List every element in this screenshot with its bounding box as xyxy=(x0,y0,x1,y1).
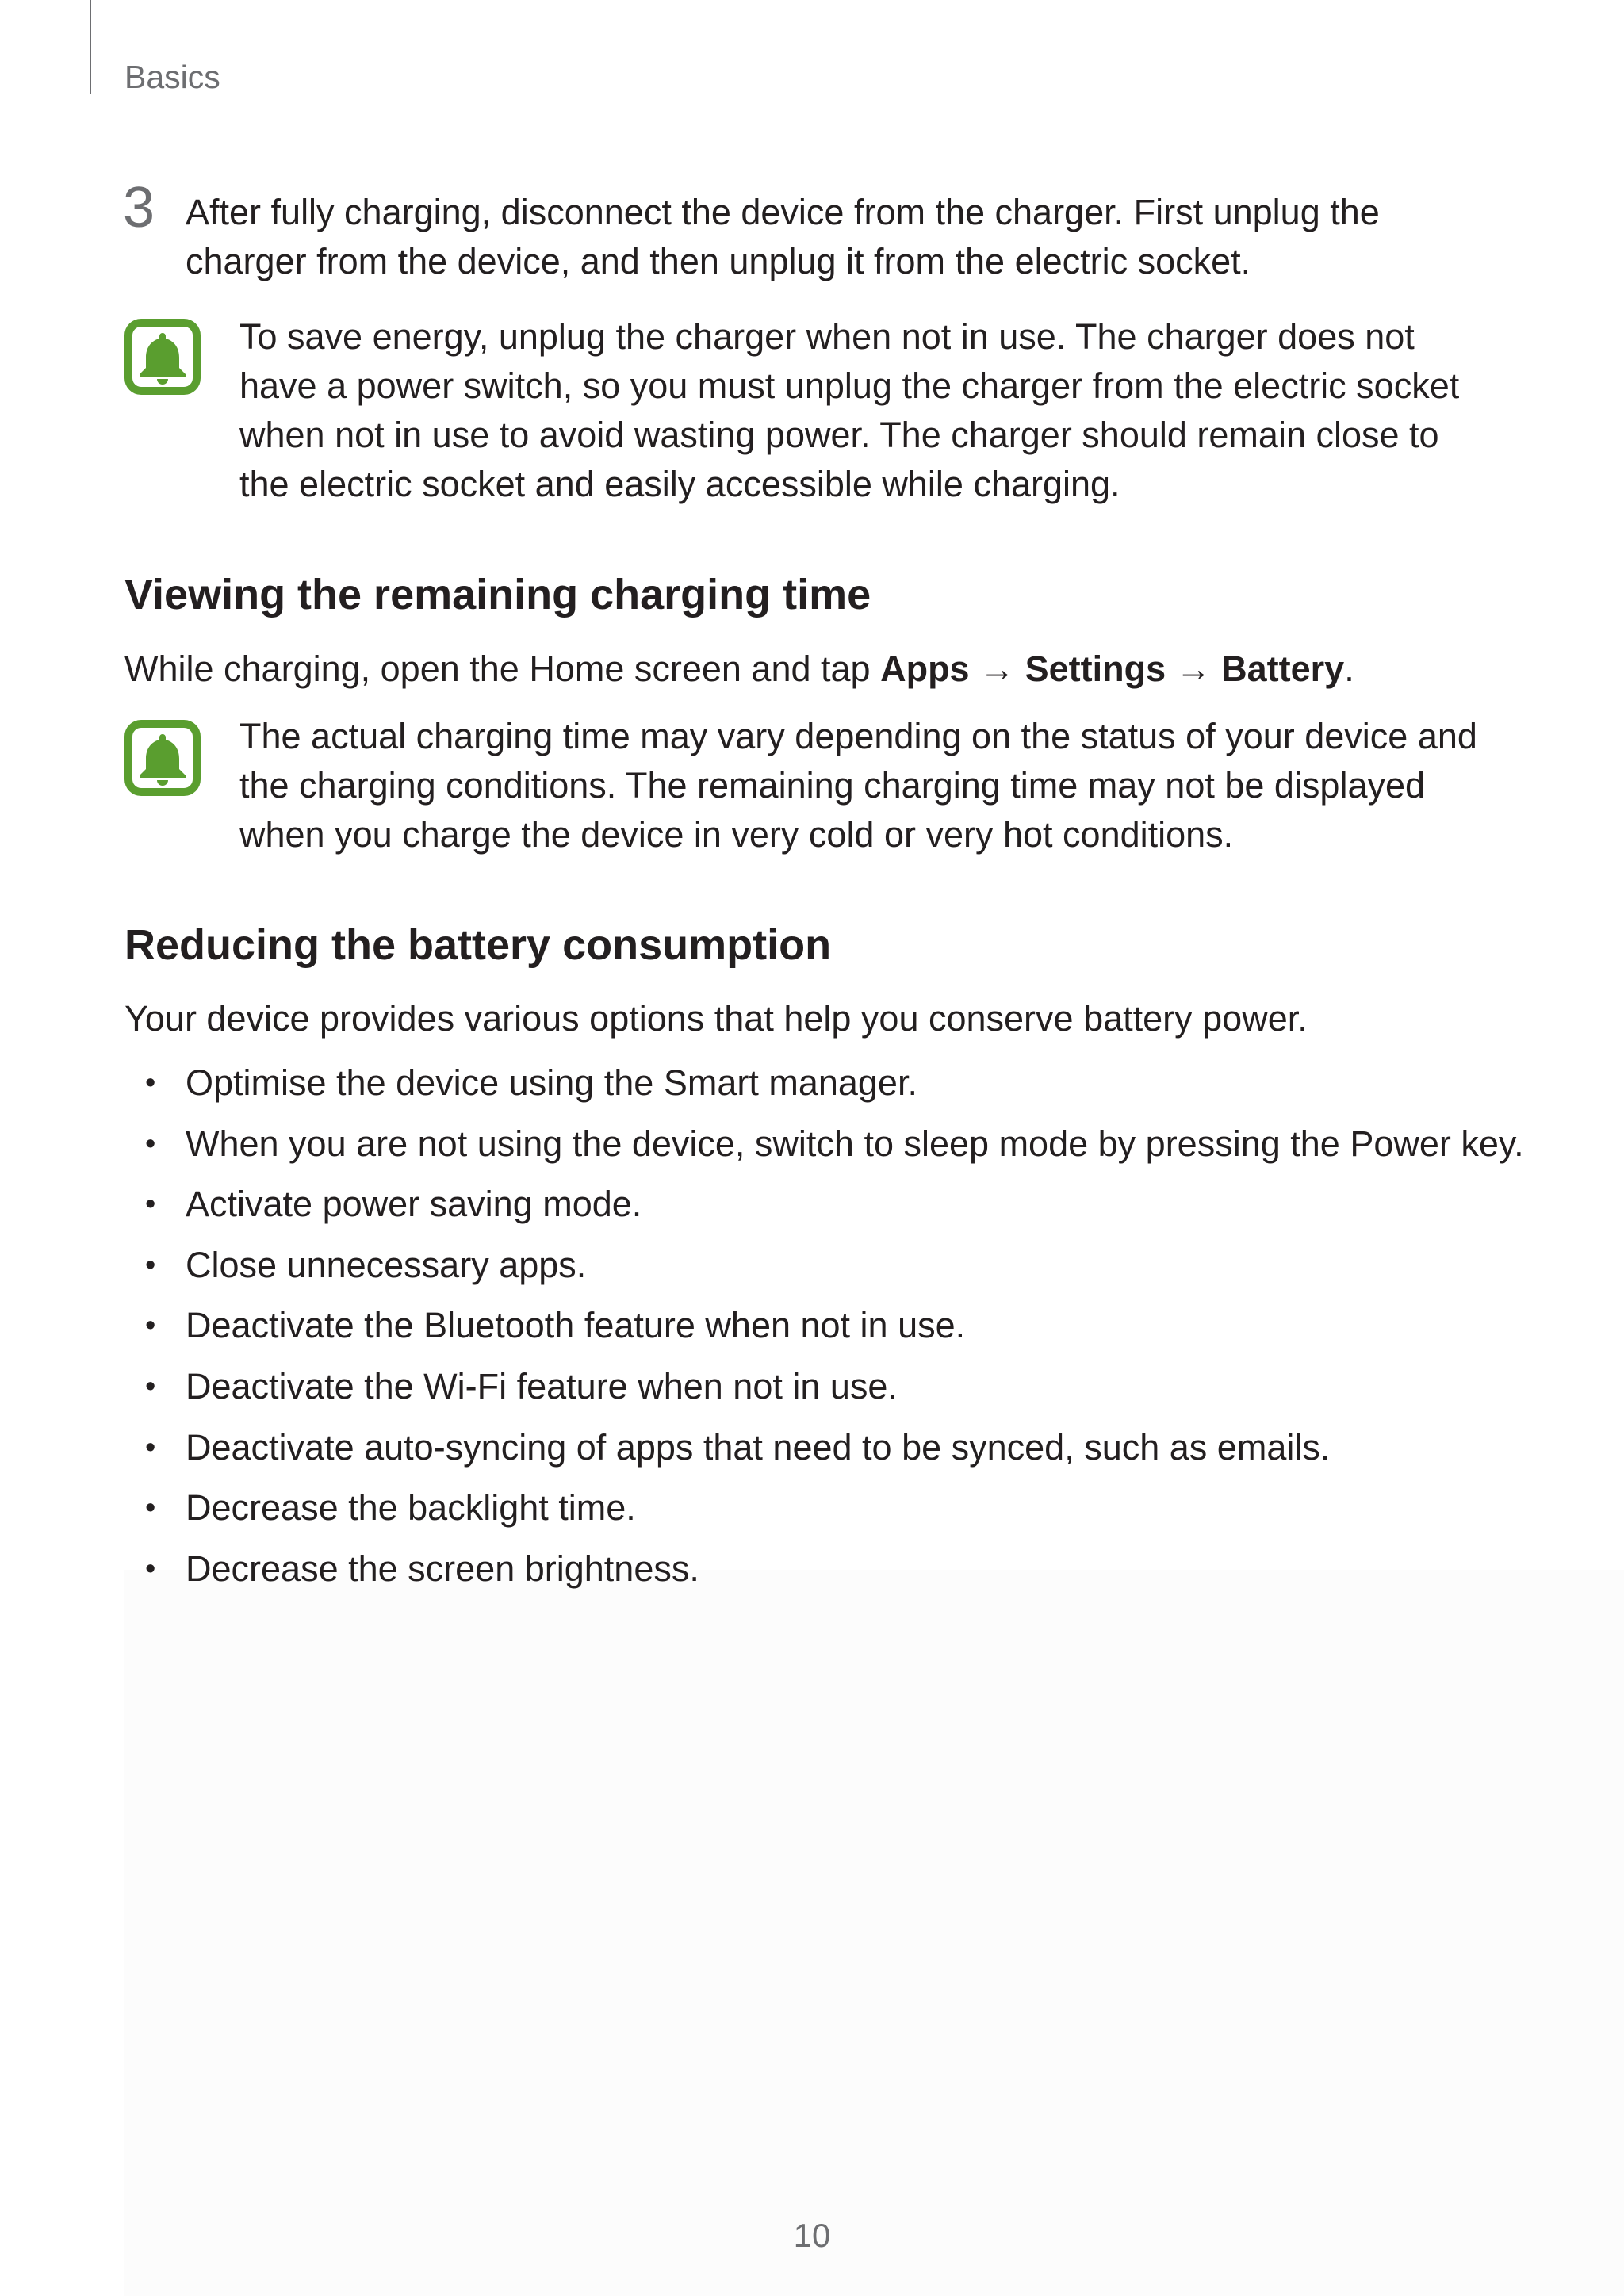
section-label: Basics xyxy=(124,59,220,95)
arrow: → xyxy=(1166,649,1222,689)
menu-settings: Settings xyxy=(1025,649,1166,689)
list-item-text: Activate power saving mode. xyxy=(186,1184,642,1225)
heading-charging-time: Viewing the remaining charging time xyxy=(124,571,871,618)
page-number: 10 xyxy=(793,2217,831,2254)
charging-time-instructions xyxy=(124,645,1504,694)
step-number: 3 xyxy=(123,176,155,239)
bullet: • xyxy=(145,1552,156,1586)
bell-icon xyxy=(124,720,201,796)
list-item-text: Decrease the screen brightness. xyxy=(186,1548,699,1589)
menu-apps: Apps xyxy=(880,649,970,689)
step-text: After fully charging, disconnect the device from the charger. First unplug the charger from the device, and then unplug it from the electric socket. xyxy=(186,192,1380,281)
bullet: • xyxy=(145,1430,156,1464)
period: . xyxy=(1344,649,1354,689)
battery-intro: Your device provides various options that help you conserve battery power. xyxy=(124,998,1308,1039)
list-item-text: Optimise the device using the Smart manager. xyxy=(186,1062,917,1103)
bullet: • xyxy=(145,1309,156,1343)
bullet: • xyxy=(145,1491,156,1525)
margin-rule xyxy=(90,0,91,94)
bullet: • xyxy=(145,1248,156,1282)
instruction-text: While charging, open the Home screen and tap xyxy=(124,649,881,689)
arrow: → xyxy=(969,649,1025,689)
heading-battery-consumption: Reducing the battery consumption xyxy=(124,921,832,969)
bell-icon xyxy=(124,319,201,395)
menu-battery: Battery xyxy=(1221,649,1345,689)
list-item-text: Decrease the backlight time. xyxy=(186,1487,636,1529)
page-background xyxy=(124,1570,1624,2296)
bullet: • xyxy=(145,1066,156,1100)
list-item-text: Deactivate the Bluetooth feature when not in use. xyxy=(186,1305,966,1346)
list-item-text: Close unnecessary apps. xyxy=(186,1244,587,1285)
bullet: • xyxy=(145,1188,156,1222)
list-item-text: When you are not using the device, switch to sleep mode by pressing the Power key. xyxy=(186,1123,1524,1164)
note-text-charging-time: The actual charging time may vary depending on the status of your device and the charging conditions. The remaining charging time may not be displayed when you charge the device in very cold or very hot conditions. xyxy=(239,716,1477,855)
list-item-text: Deactivate auto-syncing of apps that need to be synced, such as emails. xyxy=(186,1426,1331,1468)
bullet: • xyxy=(145,1127,156,1161)
list-item-text: Deactivate the Wi-Fi feature when not in use. xyxy=(186,1365,898,1406)
bullet: • xyxy=(145,1369,156,1403)
note-text-energy: To save energy, unplug the charger when not in use. The charger does not have a power switch, so you must unplug the charger from the electric socket when not in use to avoid wasting power. The charger should remain close to the electric socket and easily accessible while charging. xyxy=(239,316,1460,504)
